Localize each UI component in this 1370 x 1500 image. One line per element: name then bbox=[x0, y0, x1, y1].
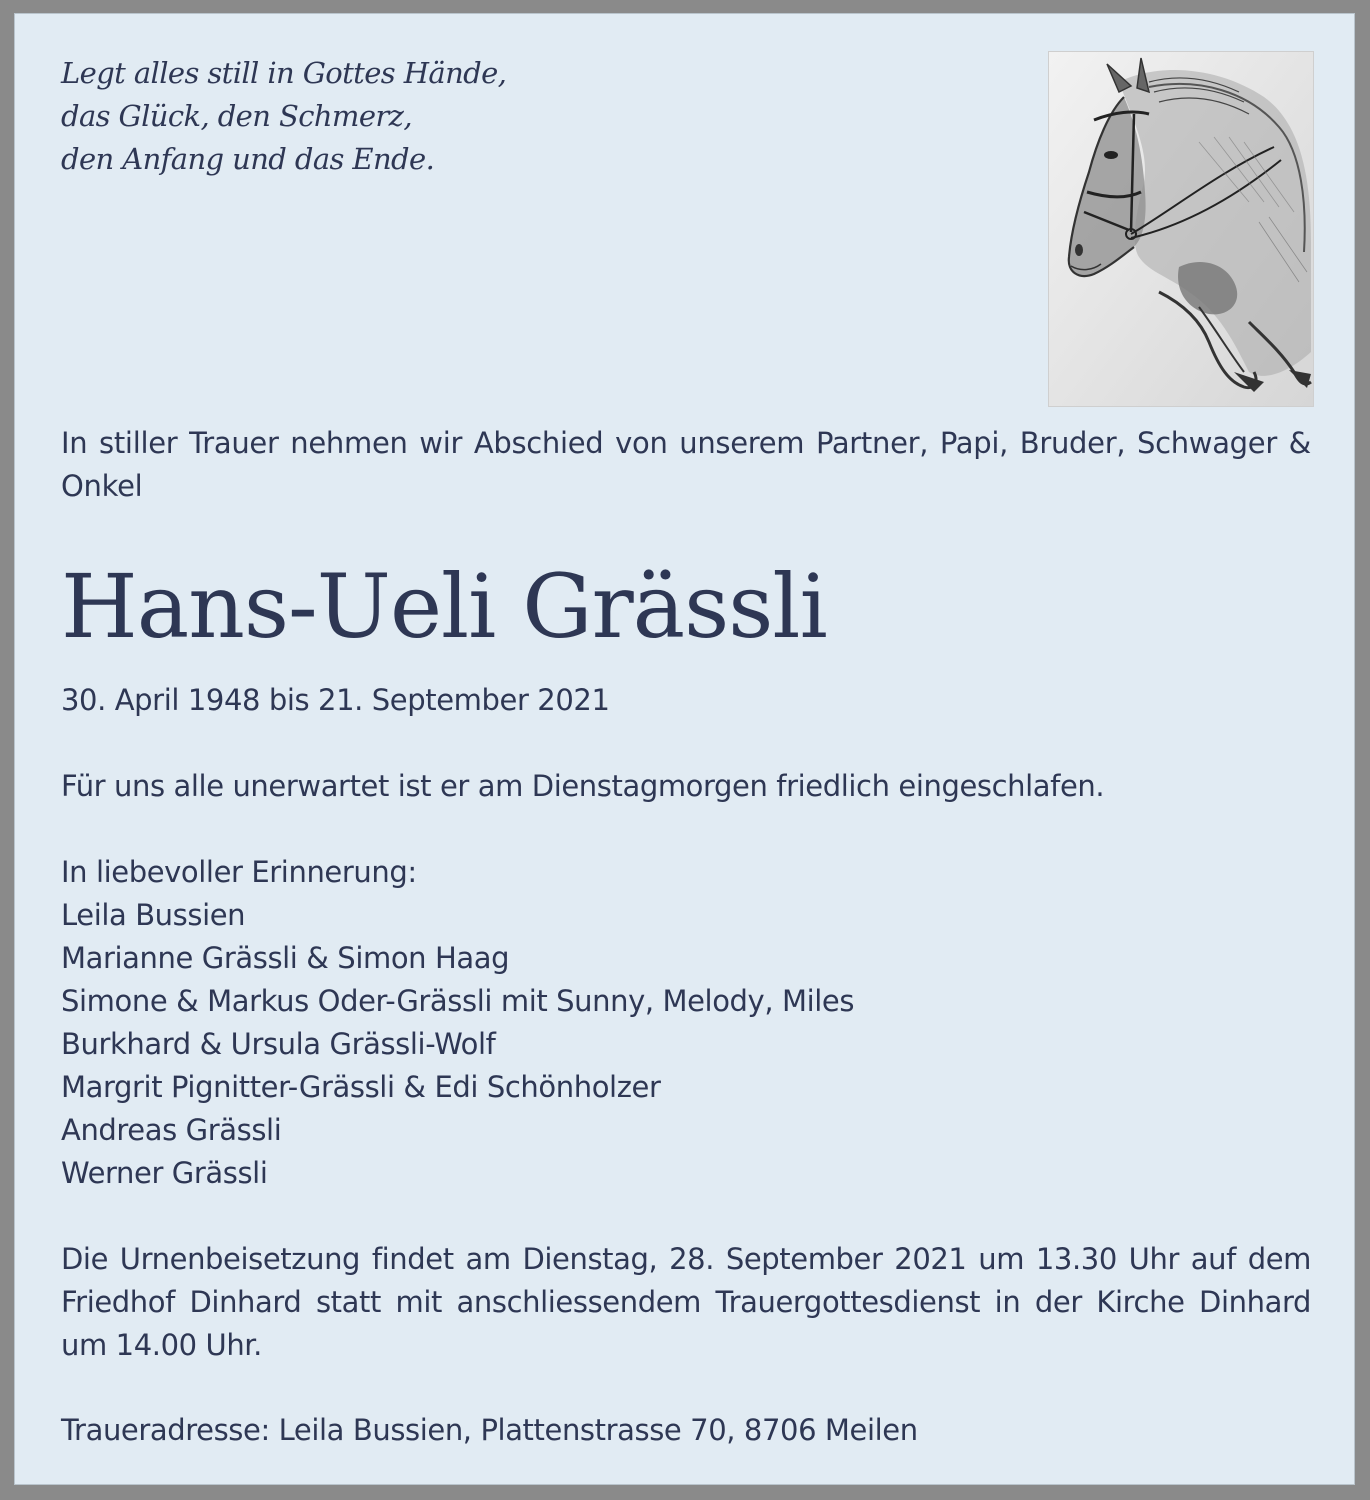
horse-drawing bbox=[1049, 52, 1313, 406]
life-dates: 30. April 1948 bis 21. September 2021 bbox=[61, 683, 610, 717]
intro-text: In stiller Trauer nehmen wir Abschied von unserem Partner, Papi, Bruder, Schwager & Onkel bbox=[61, 426, 1311, 503]
mourners-list bbox=[61, 851, 1311, 1195]
burial-details: Die Urnenbeisetzung findet am Dienstag, 28. September 2021 um 13.30 Uhr auf dem Friedhof Dinhard statt mit anschliessendem Trauergottesdienst in der Kirche Dinhard um 14.00 Uhr. bbox=[61, 1242, 1311, 1362]
memory-heading: In liebevoller Erinnerung: bbox=[61, 855, 417, 889]
mourner-name: Margrit Pignitter-Grässli & Edi Schönholzer bbox=[61, 1070, 661, 1104]
mourner-name: Werner Grässli bbox=[61, 1156, 268, 1190]
verse-line: das Glück, den Schmerz, bbox=[61, 99, 412, 133]
horse-sketch-icon bbox=[1048, 51, 1314, 407]
mourner-name: Leila Bussien bbox=[61, 898, 246, 932]
verse-line: den Anfang und das Ende. bbox=[61, 142, 435, 176]
mourner-name: Andreas Grässli bbox=[61, 1113, 282, 1147]
memorial-verse bbox=[61, 52, 761, 181]
verse-line: Legt alles still in Gottes Hände, bbox=[61, 56, 507, 90]
mourner-name: Burkhard & Ursula Grässli-Wolf bbox=[61, 1027, 496, 1061]
deceased-name: Hans-Ueli Grässli bbox=[61, 555, 827, 658]
obituary-card bbox=[14, 13, 1355, 1485]
mourning-address: Traueradresse: Leila Bussien, Plattenstrasse 70, 8706 Meilen bbox=[61, 1413, 918, 1447]
mourner-name: Simone & Markus Oder-Grässli mit Sunny, Melody, Miles bbox=[61, 984, 855, 1018]
mourner-name: Marianne Grässli & Simon Haag bbox=[61, 941, 510, 975]
passing-statement: Für uns alle unerwartet ist er am Dienstagmorgen friedlich eingeschlafen. bbox=[61, 769, 1105, 803]
